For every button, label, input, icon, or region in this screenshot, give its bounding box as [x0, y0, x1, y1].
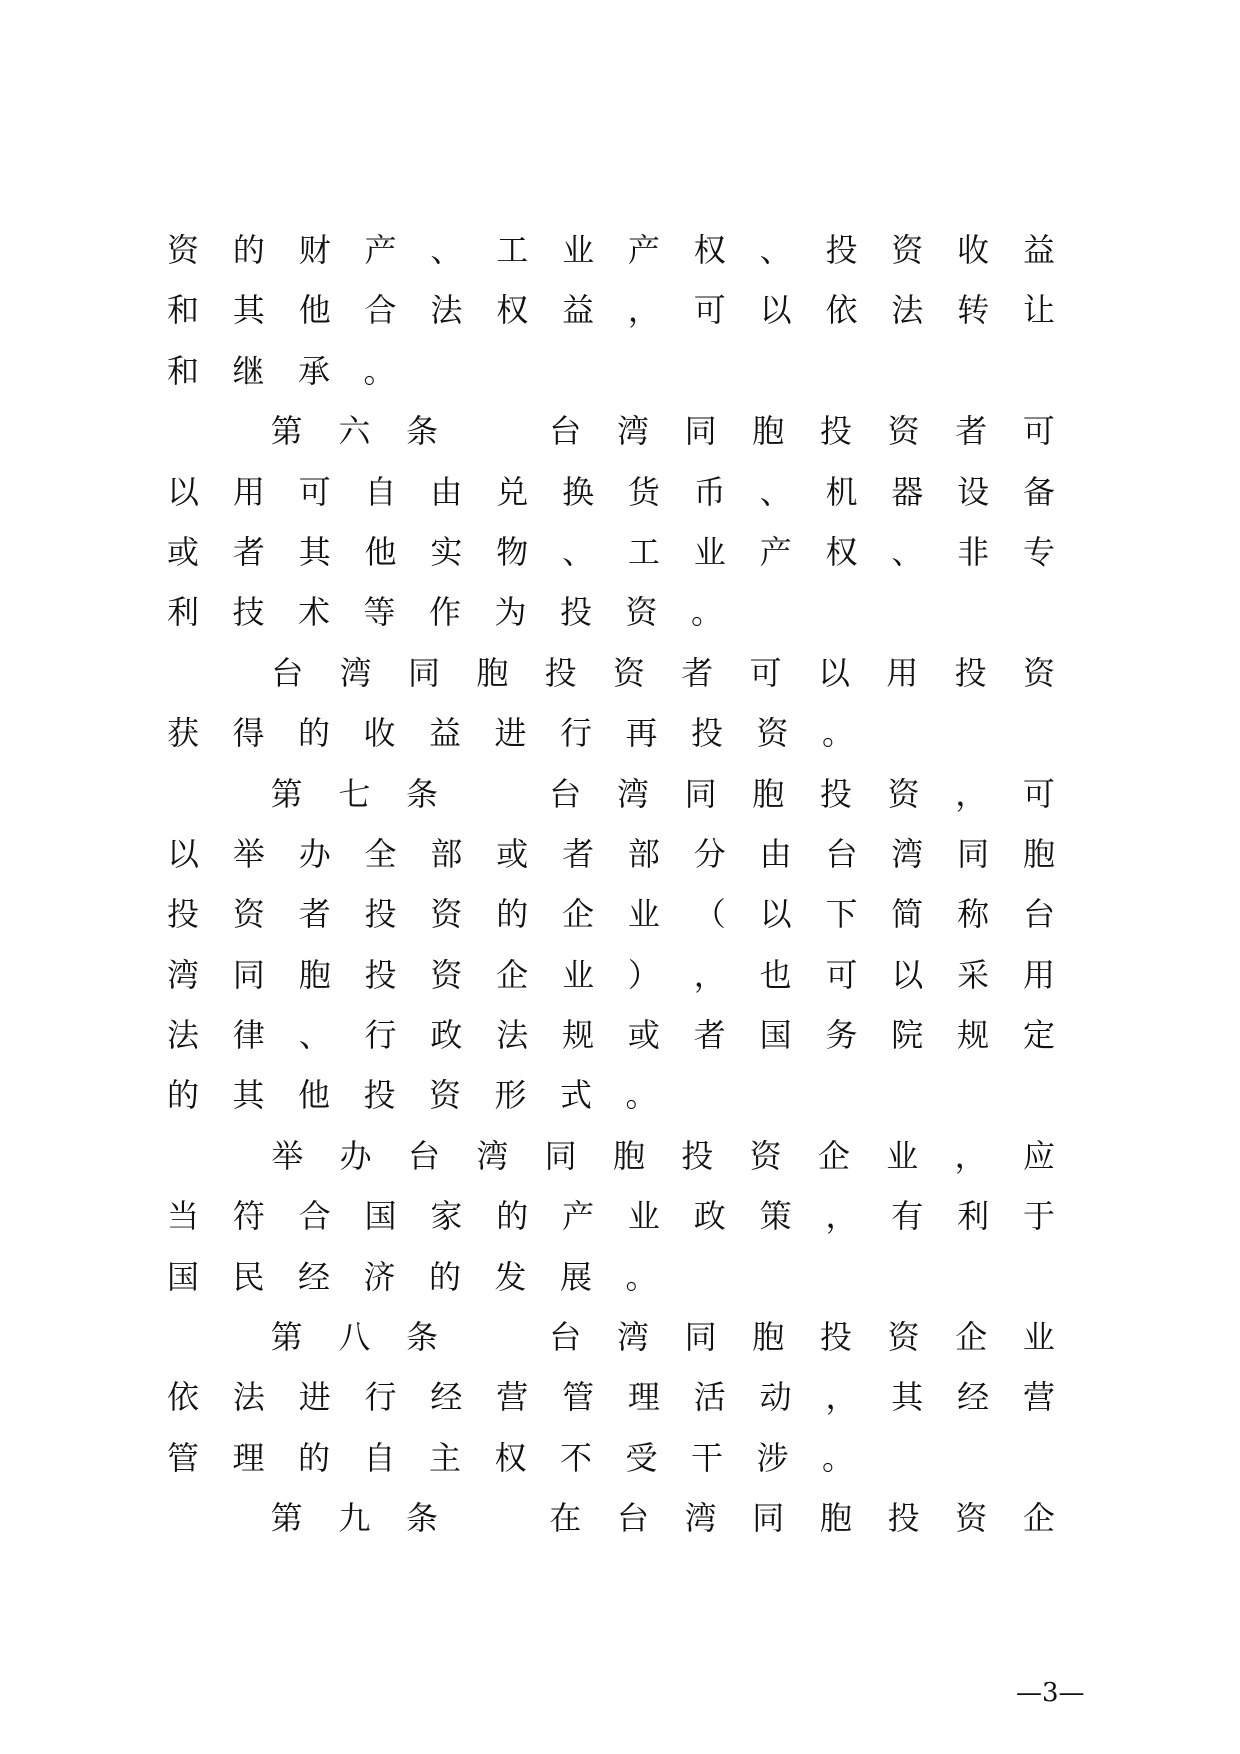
text-char: 民 [232, 1257, 265, 1296]
text-char: 用 [232, 472, 265, 511]
text-char: 和 [167, 291, 200, 330]
text-char: ， [693, 955, 726, 994]
text-char: 下 [825, 895, 858, 934]
text-char: ， [627, 291, 660, 330]
text-char: 资 [167, 231, 200, 269]
text-char: 可 [1022, 412, 1055, 451]
text-char: 投 [954, 653, 987, 692]
text-char: 为 [494, 593, 527, 632]
text-char: 业 [693, 532, 726, 571]
text-char: 币 [693, 472, 726, 511]
text-char: 可 [693, 291, 726, 330]
text-char: 和 [167, 351, 200, 390]
text-char: 台 [407, 1136, 440, 1175]
text-char: 符 [232, 1197, 265, 1236]
article-number-char: 八 [338, 1318, 371, 1357]
text-line [167, 286, 1055, 346]
text-char: 由 [430, 472, 463, 511]
text-char: 产 [562, 1197, 595, 1236]
text-char: 同 [957, 834, 990, 873]
article-heading-line [167, 407, 1055, 467]
text-char: 同 [684, 774, 717, 813]
text-line [167, 1011, 1055, 1071]
text-char: ， [825, 1197, 858, 1236]
text-char: ， [954, 1136, 987, 1175]
text-char: 、 [759, 472, 792, 511]
text-char: 资 [891, 231, 924, 269]
text-line [167, 1071, 1055, 1131]
text-char: 他 [298, 1076, 331, 1115]
article-number-char: 第 [270, 412, 303, 451]
text-char: 。 [822, 714, 855, 753]
text-char: 企 [496, 955, 529, 994]
text-char: 企 [817, 1136, 850, 1175]
text-char: 权 [825, 532, 858, 571]
text-char: 资 [756, 714, 789, 753]
text-char: 权 [693, 231, 726, 269]
text-char: 经 [298, 1257, 331, 1296]
text-char: 收 [957, 231, 990, 269]
text-char: 以 [891, 955, 924, 994]
text-char: 用 [1022, 955, 1055, 994]
text-char: 湾 [891, 834, 924, 873]
text-char: 合 [364, 291, 397, 330]
text-line [167, 528, 1055, 588]
text-char: 同 [684, 412, 717, 451]
text-char: 以 [817, 653, 850, 692]
article-number-char: 条 [405, 1318, 438, 1357]
text-line [167, 951, 1055, 1011]
text-char: 经 [957, 1378, 990, 1417]
text-char: 营 [1022, 1378, 1055, 1417]
text-char: 举 [271, 1136, 304, 1175]
text-char: 货 [627, 472, 660, 511]
text-char: 或 [496, 834, 529, 873]
text-char: 部 [430, 834, 463, 873]
text-char: 行 [364, 1016, 397, 1055]
text-char: 法 [167, 1016, 200, 1055]
text-char: 作 [429, 593, 462, 632]
text-char: 产 [759, 532, 792, 571]
text-line [167, 890, 1055, 950]
text-char: 台 [549, 1318, 582, 1357]
text-char: 办 [298, 834, 331, 873]
text-char: 胞 [819, 1499, 852, 1538]
text-char: 自 [363, 1438, 396, 1477]
text-char: 以 [759, 291, 792, 330]
text-char: 投 [825, 231, 858, 269]
text-char: 称 [957, 895, 990, 934]
text-line [167, 1373, 1055, 1433]
text-char: 业 [1022, 1318, 1055, 1357]
article-number-char: 条 [405, 774, 438, 813]
text-line [167, 649, 1055, 709]
text-char: 专 [1022, 532, 1055, 571]
text-char: 进 [494, 714, 527, 753]
text-char: 形 [494, 1076, 527, 1115]
text-char: 展 [560, 1257, 593, 1296]
text-char: 有 [891, 1197, 924, 1236]
text-line [167, 1132, 1055, 1192]
text-char: 资 [887, 1318, 920, 1357]
text-char: 。 [822, 1438, 855, 1477]
text-line [167, 468, 1055, 528]
text-char: 可 [749, 653, 782, 692]
text-char: 的 [232, 231, 265, 269]
text-char: 者 [232, 532, 265, 571]
text-char: 规 [957, 1016, 990, 1055]
text-char: 者 [681, 653, 714, 692]
text-char: 投 [819, 1318, 852, 1357]
text-line [167, 588, 1055, 648]
text-char: 院 [891, 1016, 924, 1055]
text-char: 于 [1022, 1197, 1055, 1236]
text-char: 管 [562, 1378, 595, 1417]
text-char: 物 [496, 532, 529, 571]
text-char: 策 [759, 1197, 792, 1236]
text-char: 胞 [752, 774, 785, 813]
text-char: 式 [560, 1076, 593, 1115]
text-char: 获 [167, 714, 200, 753]
article-heading-line [167, 1313, 1055, 1373]
text-char: 、 [891, 532, 924, 571]
text-char: 机 [825, 472, 858, 511]
text-char: 规 [562, 1016, 595, 1055]
text-char: 发 [494, 1257, 527, 1296]
text-char: 业 [562, 955, 595, 994]
text-char: ， [825, 1378, 858, 1417]
text-char: 行 [560, 714, 593, 753]
text-char: 采 [957, 955, 990, 994]
text-char: 投 [819, 412, 852, 451]
text-char: 等 [363, 593, 396, 632]
text-char: 经 [430, 1378, 463, 1417]
text-char: 备 [1022, 472, 1055, 511]
text-char: 务 [825, 1016, 858, 1055]
text-char: 胞 [752, 412, 785, 451]
article-heading-line [167, 770, 1055, 830]
text-line [167, 1434, 1055, 1494]
text-char: 投 [560, 593, 593, 632]
text-char: 设 [957, 472, 990, 511]
text-char: 胞 [1022, 834, 1055, 873]
text-char: 、 [430, 231, 463, 269]
text-char: 让 [1022, 291, 1055, 330]
text-char: 受 [625, 1438, 658, 1477]
text-char: 的 [298, 1438, 331, 1477]
text-char: 动 [759, 1378, 792, 1417]
text-char: 继 [232, 351, 265, 390]
article-number-char: 第 [270, 1318, 303, 1357]
text-char: 湾 [167, 955, 200, 994]
text-char: 业 [562, 231, 595, 269]
text-line [167, 709, 1055, 769]
article-number-char: 九 [338, 1499, 371, 1538]
text-char: 台 [825, 834, 858, 873]
text-char: 资 [749, 1136, 782, 1175]
text-char: 。 [625, 1257, 658, 1296]
text-char: 、 [759, 231, 792, 269]
text-char: 资 [625, 593, 658, 632]
text-char: 部 [627, 834, 660, 873]
text-char: 依 [167, 1378, 200, 1417]
text-char: 可 [298, 472, 331, 511]
text-char: 合 [298, 1197, 331, 1236]
text-char: 业 [627, 1197, 660, 1236]
text-char: 资 [429, 1076, 462, 1115]
text-char: 济 [363, 1257, 396, 1296]
text-char: 资 [955, 1499, 988, 1538]
text-char: 台 [549, 774, 582, 813]
text-char: 也 [759, 955, 792, 994]
text-char: 业 [627, 895, 660, 934]
text-char: 其 [891, 1378, 924, 1417]
text-char: 国 [167, 1257, 200, 1296]
text-char: 全 [364, 834, 397, 873]
text-char: 湾 [476, 1136, 509, 1175]
text-char: 资 [1022, 653, 1055, 692]
text-char: 非 [957, 532, 990, 571]
text-char: 当 [167, 1197, 200, 1236]
text-char: 台 [549, 412, 582, 451]
text-char: 者 [693, 1016, 726, 1055]
text-char: 投 [887, 1499, 920, 1538]
text-char: 律 [232, 1016, 265, 1055]
text-char: 干 [691, 1438, 724, 1477]
text-char: 国 [364, 1197, 397, 1236]
text-char: 可 [825, 955, 858, 994]
text-char: 产 [364, 231, 397, 269]
text-char: 法 [496, 1016, 529, 1055]
text-char: 胞 [298, 955, 331, 994]
text-char: 投 [819, 774, 852, 813]
text-char: 的 [429, 1257, 462, 1296]
text-char: 由 [759, 834, 792, 873]
text-char: 法 [891, 291, 924, 330]
text-char: 资 [430, 955, 463, 994]
text-char: 营 [496, 1378, 529, 1417]
article-number-char: 第 [270, 774, 303, 813]
text-char: 理 [627, 1378, 660, 1417]
text-char: 自 [364, 472, 397, 511]
text-char: 术 [298, 593, 331, 632]
text-line [167, 1192, 1055, 1252]
text-char: 政 [693, 1197, 726, 1236]
text-char: 者 [298, 895, 331, 934]
text-char: 的 [298, 714, 331, 753]
text-char: 湾 [616, 412, 649, 451]
text-char: 兑 [496, 472, 529, 511]
text-char: 湾 [616, 1318, 649, 1357]
text-char: 胞 [476, 653, 509, 692]
text-char: 产 [627, 231, 660, 269]
text-char: 国 [759, 1016, 792, 1055]
article-number-char: 七 [338, 774, 371, 813]
text-char: 。 [691, 593, 724, 632]
text-char: 换 [562, 472, 595, 511]
text-char: 承 [298, 351, 331, 390]
text-char: 同 [407, 653, 440, 692]
text-char: 分 [693, 834, 726, 873]
text-line [167, 1253, 1055, 1313]
text-char: 业 [886, 1136, 919, 1175]
text-char: 者 [955, 412, 988, 451]
text-char: 资 [612, 653, 645, 692]
text-char: 的 [496, 895, 529, 934]
text-char: 办 [339, 1136, 372, 1175]
text-char: 不 [560, 1438, 593, 1477]
text-char: 投 [691, 714, 724, 753]
text-line [167, 830, 1055, 890]
text-char: 他 [364, 532, 397, 571]
text-char: 举 [232, 834, 265, 873]
text-char: 益 [429, 714, 462, 753]
text-char: 资 [887, 412, 920, 451]
text-char: 的 [496, 1197, 529, 1236]
text-char: 法 [430, 291, 463, 330]
text-char: 再 [625, 714, 658, 753]
article-number-char: 条 [405, 1499, 438, 1538]
text-char: 应 [1022, 1136, 1055, 1175]
text-char: 理 [232, 1438, 265, 1477]
text-char: 主 [429, 1438, 462, 1477]
text-char: 投 [681, 1136, 714, 1175]
text-char: 益 [1022, 231, 1055, 269]
article-number-char: 第 [270, 1499, 303, 1538]
text-char: 或 [627, 1016, 660, 1055]
text-line [167, 347, 1055, 407]
text-char: 投 [167, 895, 200, 934]
text-char: 政 [430, 1016, 463, 1055]
text-char: 转 [957, 291, 990, 330]
text-char: 其 [298, 532, 331, 571]
text-char: 台 [271, 653, 304, 692]
text-char: 权 [494, 1438, 527, 1477]
text-char: 定 [1022, 1016, 1055, 1055]
text-char: 涉 [756, 1438, 789, 1477]
text-char: 利 [957, 1197, 990, 1236]
text-char: 或 [167, 532, 200, 571]
text-char: 者 [562, 834, 595, 873]
text-char: 湾 [339, 653, 372, 692]
text-char: 、 [298, 1016, 331, 1055]
text-char: 可 [1022, 774, 1055, 813]
text-char: 利 [167, 593, 200, 632]
text-char: 依 [825, 291, 858, 330]
text-char: 进 [298, 1378, 331, 1417]
article-number-char: 条 [405, 412, 438, 451]
text-char: 资 [430, 895, 463, 934]
body-text [167, 226, 1055, 1555]
text-char: 工 [496, 231, 529, 269]
text-char: 同 [232, 955, 265, 994]
text-char: （ [693, 895, 726, 934]
text-char: 台 [616, 1499, 649, 1538]
text-char: 同 [544, 1136, 577, 1175]
text-char: 他 [298, 291, 331, 330]
text-char: 投 [364, 895, 397, 934]
text-char: 同 [684, 1318, 717, 1357]
article-number-char: 六 [338, 412, 371, 451]
text-char: 其 [232, 291, 265, 330]
page-number: —3— [1016, 1678, 1085, 1708]
text-char: 工 [627, 532, 660, 571]
text-char: 简 [891, 895, 924, 934]
text-char: 资 [887, 774, 920, 813]
text-char: 得 [232, 714, 265, 753]
text-char: 行 [364, 1378, 397, 1417]
text-char: 以 [167, 472, 200, 511]
text-char: 投 [363, 1076, 396, 1115]
text-char: 以 [167, 834, 200, 873]
text-char: 同 [752, 1499, 785, 1538]
text-char: 胞 [612, 1136, 645, 1175]
text-char: 实 [430, 532, 463, 571]
text-line [167, 226, 1055, 286]
text-char: 家 [430, 1197, 463, 1236]
text-char: 资 [232, 895, 265, 934]
text-char: 权 [496, 291, 529, 330]
text-char: 用 [886, 653, 919, 692]
text-char: 益 [562, 291, 595, 330]
text-char: 以 [759, 895, 792, 934]
text-char: 其 [232, 1076, 265, 1115]
text-char: 企 [955, 1318, 988, 1357]
text-char: 投 [544, 653, 577, 692]
text-char: ， [955, 774, 988, 813]
text-char: 财 [298, 231, 331, 269]
text-char: 在 [549, 1499, 582, 1538]
text-char: 胞 [752, 1318, 785, 1357]
text-char: 企 [1022, 1499, 1055, 1538]
text-char: 、 [562, 532, 595, 571]
text-char: 技 [232, 593, 265, 632]
text-char: 收 [363, 714, 396, 753]
text-char: 。 [363, 351, 396, 390]
text-char: 。 [625, 1076, 658, 1115]
text-char: 湾 [684, 1499, 717, 1538]
text-char: 投 [364, 955, 397, 994]
text-char: 台 [1022, 895, 1055, 934]
text-char: ） [627, 955, 660, 994]
text-char: 企 [562, 895, 595, 934]
article-heading-line [167, 1494, 1055, 1554]
text-char: 湾 [616, 774, 649, 813]
text-char: 活 [693, 1378, 726, 1417]
text-char: 的 [167, 1076, 200, 1115]
text-char: 器 [891, 472, 924, 511]
text-char: 法 [232, 1378, 265, 1417]
text-char: 管 [167, 1438, 200, 1477]
